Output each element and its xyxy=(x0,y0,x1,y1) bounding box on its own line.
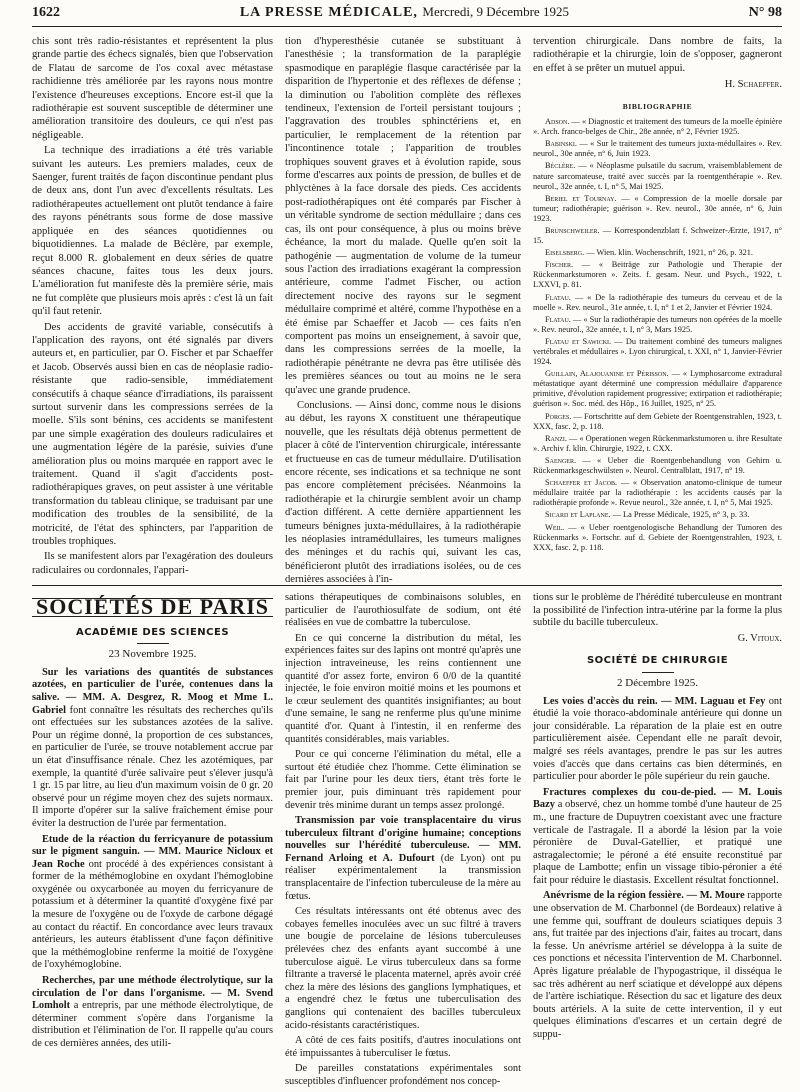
societes-column-1 xyxy=(32,592,273,1092)
bibliography-text: — Du traitement combiné des tumeurs malignes vertébrales et médullaires ». Lyon chirurgical, t. XXI, n° 1, Janvier-Février 1924. xyxy=(533,336,783,367)
report-paragraph xyxy=(533,696,782,784)
bibliography-author: Schaeffer et Jacob. xyxy=(545,478,618,488)
bibliography-text: — « Ueber die Roentgenbehandlung von Gehirn u. Rückenmarksgeschwülsten ». Neurol. Centralblatt, 1917, n° 19. xyxy=(533,455,782,476)
report-text: a observé, chez un homme tombé d'une hauteur de 25 m., une fracture de Dupuytren coexistant avec une fracture verticale de l'astragale. Il a abordé la lésion par la voie péronière de Duval-Gatellier, et pratiqué une astragalectomie; le péroné a été ensuite reconstitué par plaque de Lambotte; enfin un vissage tibio-péronier a été fait pour réduire le diastasis. Excellent résultat fonctionnel. xyxy=(533,799,782,886)
bibliography-entry xyxy=(533,194,782,224)
report-heading: Sur les variations des quantités de substances azotées, en particulier de l'urée, contenues dans la salive. — MM. A. Desgrez, R. Moog et Mme L. Gabriel xyxy=(32,666,273,716)
report-paragraph xyxy=(285,1035,521,1060)
bibliography-entry xyxy=(533,248,782,258)
bibliography-entry xyxy=(533,226,782,246)
report-heading: Les voies d'accès du rein. — MM. Laguau et Fey xyxy=(543,695,766,707)
bibliography-author: Eiselsberg. xyxy=(545,248,585,258)
bibliography-author: Brunschweiler. xyxy=(545,225,600,235)
bibliography-author: Adson. xyxy=(545,117,570,127)
bibliography-author: Saenger. xyxy=(545,455,577,465)
report-paragraph xyxy=(533,787,782,888)
bibliography-author: Flatau. xyxy=(545,292,571,302)
report-paragraph xyxy=(533,890,782,1041)
academie-date: 23 Novembre 1925. xyxy=(108,648,197,661)
report-text: a entrepris, par une méthode électrolytique, de déterminer comment s'opère dans l'organisme la distribution et l'élimination de l'or. Il rappelle qu'au cours de ces dernières années, des utili- xyxy=(32,1000,273,1049)
academie-title: ACADÉMIE DES SCIENCES xyxy=(75,626,230,638)
report-paragraph xyxy=(285,592,521,630)
bibliography-author: Flatau. xyxy=(545,314,571,324)
issue-date: Mercredi, 9 Décembre 1925 xyxy=(422,4,569,19)
bibliography-text: — Korrespondenzblatt f. Schweizer-Ærzte, 1917, n° 15. xyxy=(533,225,782,246)
report-paragraph xyxy=(32,975,273,1051)
bibliography-entry xyxy=(533,315,782,335)
report-text: A côté de ces faits positifs, d'autres inoculations ont été impuissantes à tuberculiser le fœtus. xyxy=(285,1035,521,1059)
report-text: rapporte une observation de M. Charbonnel (de Bordeaux) relative à une femme qui, souffrant de douleurs sciatiques depuis 3 ans, fut traitée par des injections d'air, faites au trocart, dans la fesse. Un anévrisme artériel se développa à la suite de ces ponctions et nécessita l'intervention de M. Charbonnel. Après ligature préalable de l'hypogastrique, il disséqua le sac très adhérent au nerf sciatique et développé aux dépens de l'artère ischiatique. Résection du sac et ligature des deux bouts artériels. A la suite de cette intervention, il y eut quelques éliminations d'escarres et un certain degré de suppu- xyxy=(533,890,782,1040)
report-text: sations thérapeutiques de combinaisons solubles, en particulier de l'aurothiosulfate de sodium, ont été réalisées en vue de combattre la tuberculose. xyxy=(285,592,521,629)
bibliography-entry xyxy=(533,523,782,553)
bibliography-entry xyxy=(533,456,782,476)
report-text: ont procédé à des expériences consistant à former de la méthémoglobine en oxydant l'hémoglobine oxygénée ou oxycarbonée au moyen du ferricyanure de potassium et à déterminer la quantité d'oxygène fixé par la mesure de l'oxygène ou de l'oxyde de carbone dégagé au contact du réactif. En concordance avec leurs travaux antérieurs, les auteurs établissent d'une façon définitive que la méthémoglobine renferme la moitié de l'oxygène de l'oxyhémoglobine. xyxy=(32,858,273,971)
bibliography-text: — « Ueber roentgenologische Behandlung der Tumoren des Rückenmarks ». Fortschr. auf d. Gebiete der Roentgenstrahlen, 1923, t. XXX, fasc. 2, p. 118. xyxy=(533,522,782,552)
report-heading: Anévrisme de la région fessière. — M. Moure xyxy=(543,890,745,902)
issue-number: N° 98 xyxy=(748,5,782,20)
report-paragraph xyxy=(285,1063,521,1088)
journal-title: LA PRESSE MÉDICALE xyxy=(239,5,414,20)
bibliography-text: — Wien. klin. Wochenschrift, 1921, n° 26, p. 321. xyxy=(584,248,754,258)
bibliography-text: — Fortschritte auf dem Gebiete der Roentgenstrahlen, 1923, t. XXX, fasc. 2, p. 118. xyxy=(533,411,782,431)
report-heading: Fractures complexes du cou-de-pied. — M. Louis Bazy xyxy=(533,786,782,811)
societes-columns xyxy=(32,592,782,1087)
bibliography-text: — « Beiträge zur Pathologie und Therapie der Rückenmarkstumoren ». Zeits. f. gesam. Neur. und Psych., 1922, t. LXXVI, p. 81. xyxy=(533,260,782,290)
bibliography-author: Beriel et Tournay. xyxy=(545,193,617,203)
bibliography-entry xyxy=(533,161,782,191)
page-number: 1622 xyxy=(32,5,60,20)
chirurgie-reports xyxy=(533,696,782,1042)
bibliography-entry xyxy=(533,293,782,313)
page-header xyxy=(32,4,782,27)
bibliography-entry xyxy=(533,260,782,290)
report-text: font connaître les résultats des recherches qu'ils ont effectuées sur les substances azotées de la salive. Pour un régime donné, la proportion de ces substances, en particulier de l'urée, se trouve notablement accrue par un état d'insuffisance rénale. Chez les azotémiques, par exemple, la quantité d'urée salivaire peut s'élever jusqu'à 1 gr. 15 par litre, au lieu d'un maximum voisin de 0 gr. 20 observé pour un régime moyen chez des sujets normaux. Il importe d'opérer sur la salive fraîchement émise pour éviter la destruction de l'urée par fermentation. xyxy=(32,704,273,829)
bibliography-text: — La Presse Médicale, 1925, n° 3, p. 33. xyxy=(610,510,750,520)
report-text: En ce qui concerne la distribution du métal, les expériences faites sur des lapins ont montré qu'après une injection intraveineuse, les reins contiennent une quantité d'or assez forte, environ 6 0/0 de la quantité injectée, le foie environ moitié moins et les poumons et le cœur seulement des quantités insignifiantes; au bout d'une semaine, le sang ne renferme plus qu'une minime quantité d'or. Quant à l'intestin, il en renferme des quantités considérables, mais variables. xyxy=(285,632,521,745)
report-paragraph xyxy=(285,749,521,812)
bibliography-entry xyxy=(533,412,782,432)
paragraph: Ils se manifestent alors par l'exagération des douleurs radiculaires ou cordonnales, l'appari- xyxy=(32,551,273,576)
journal-title-line: LA PRESSE MÉDICALE, Mercredi, 9 Décembre 1925 xyxy=(239,4,569,20)
bibliography-author: Weil. xyxy=(545,522,565,532)
bibliography-entry xyxy=(533,337,782,367)
bibliography-entry xyxy=(533,369,782,409)
bibliography-text: — « Operationen wegen Rückenmarkstumoren u. ihre Resultate ». Archiv f. klin. Chirurgie, 1922, t. CXX. xyxy=(533,433,782,453)
article-column-2 xyxy=(285,35,521,589)
bibliography-text: — « Lymphosarcome extradural métastatique ayant déterminé une compression médullaire d'apparence primitive, d'évolution rapidement progressive; extirpation et radiothérapie; guérison ». Soc. méd. des Hôp., 16 Juillet, 1925, n° 25. xyxy=(533,369,783,409)
bibliography-entry xyxy=(533,139,782,159)
bibliography-text: — « Compression de la moelle dorsale par tumeur; radiothérapie; guérison ». Rev. neurol., 30e année, n° 6, Juin 1923. xyxy=(533,193,782,223)
bibliography-title: BIBLIOGRAPHIE xyxy=(622,101,693,111)
bibliography-author: Babinski. xyxy=(545,139,577,149)
report-text: Pour ce qui concerne l'élimination du métal, elle a surtout été étudiée chez l'homme. Cette élimination se fait par l'urine pour les deux tiers, étant très forte le premier jour, puis diminuant très rapidement pour devenir très minime durant un temps assez prolongé. xyxy=(285,749,521,811)
report-author: G. Vitoux. xyxy=(737,632,782,644)
paragraph: Des accidents de gravité variable, consécutifs à l'application des rayons, ont été signalés par divers auteurs et, en particulier, par O. Fischer et par Schaeffer et Jacob. Observés aussi bien en cas de néoplasie radio-résistante que radio-sensible, immédiatement consécutifs à chaque séance d'irradiations, ils paraissent surtout survenir dans les compressions serrées de la moelle. S'ils sont bénins, ces accidents se manifestent par une simple exagération des douleurs radiculaires et une augmentation légère de la parésie, suivies d'une amélioration plus ou moins marquée en rapport avec le traitement. Quand il s'agit d'accidents post-radiothérapiques graves, on peut assister à une véritable transformation du tableau clinique, se traduisant par une modification des troubles de la sensibilité, de la motricité, de l'état des sphincters, par l'apparition de troubles trophiques. xyxy=(32,321,273,548)
report-text: (de Lyon) ont pu réaliser expérimentalement la transmission transplacentaire de l'infection tuberculeuse de la mère au fœtus. xyxy=(285,852,521,902)
report-heading: Etude de la réaction du ferricyanure de potassium sur le pigment sanguin. — MM. Maurice Nicloux et Jean Roche xyxy=(32,833,273,870)
bibliography-author: Béclère. xyxy=(545,161,576,171)
paragraph: La technique des irradiations a été très variable suivant les auteurs. Les premiers malades, ceux de Saenger, furent traités de façon discontinue pendant plus de deux ans, dont l'un avec d'excellents résultats. Les radiothérapeutes actuellement ont plutôt tendance à faire des rayons pénétrants sous forme de dose massive appliquée en des séances quotidiennes ou biquotidiennes. La malade de Béclère, par exemple, reçut 8.000 R. globalement en deux séries de quatre séances chacune, faites tous les deux jours. L'amélioration fut manifeste dès la première série, mais ne fut complète que plusieurs mois après : c'est là un fait qu'il faut retenir. xyxy=(32,145,273,318)
report-paragraph xyxy=(285,906,521,1032)
report-paragraph xyxy=(32,667,273,831)
bibliography-text: — « Observation anatomo-clinique de tumeur médullaire traitée par la radiothérapie : les accidents causés par la radiothérapie profonde ». Revue neurol., 32e année, t. I, n° 5, Mai 1925. xyxy=(533,478,782,508)
article-column-1 xyxy=(32,35,273,589)
report-text: De pareilles constatations expérimentales sont susceptibles d'influencer profondément nos concep- xyxy=(285,1063,521,1087)
chirurgie-title: SOCIÉTÉ DE CHIRURGIE xyxy=(586,655,729,667)
report-paragraph xyxy=(32,834,273,973)
chirurgie-date: 2 Décembre 1925. xyxy=(617,676,698,689)
bibliography-text: — « Diagnostic et traitement des tumeurs de la moelle épinière ». Arch. franco-belges de Chir., 28e année, n° 2, Février 1925. xyxy=(533,117,782,137)
bibliography-entry xyxy=(533,117,782,137)
bibliography-entry xyxy=(533,478,782,508)
article-conclusion-end: tervention chirurgicale. Dans nombre de faits, la radiothérapie et la chirurgie, loin de s'opposer, gagneront en effet à se prêter un mutuel appui. xyxy=(533,36,782,74)
report-conclusion-end: tions sur le problème de l'hérédité tuberculeuse en montrant la possibilité de l'infection intra-utérine par la forme la plus subtile du bacille tuberculeux. xyxy=(533,592,782,629)
paragraph: Conclusions. — Ainsi donc, comme nous le disions au début, les rayons X constituent une thérapeutique nouvelle, que les résultats déjà obtenus permettent de placer à côté de l'intervention chirurgicale, intéressante et fructueuse en cas de tumeur médullaire. D'utilisation encore récente, ses indications et sa technique ne sont pas encore complètement précisées. Néanmoins la radiothérapie et la chirurgie semblent avoir un champ d'action différent. A cette dernière appartiennent les tumeurs bénignes juxta-médullaires, à la radiothérapie les néoplasies intramédullaires, les tumeurs malignes des méninges et du rachis qui, suivant les cas, bénéficieront plutôt des irradiations isolées, ou de ces dernières associées à l'in- xyxy=(285,399,521,586)
bibliography-author: Sicard et Laplane. xyxy=(545,510,611,520)
report-text: ont étudié la voie thoraco-abdominale antérieure qui donne un jour considérable. La réparation de la plaie est en outre particulièrement aisée. Cependant elle ne paraît devoir, malgré ses réels avantages, prendre le pas sur les autres voies d'accès que dans certains cas bien déterminés, en particulier pour aborder le pôle supérieur du rein gauche. xyxy=(533,695,782,783)
report-text: Ces résultats intéressants ont été obtenus avec des cobayes femelles inoculées avec un suc filtré à travers une bougie de porcelaine de lésions tuberculeuses prélevées chez des enfants ayant succombé à une tuberculose aiguë. Le virus tuberculeux dans sa forme filtrante a traversé le placenta maternel, après avoir créé chez la mère des lésions des ganglions lymphatiques, et a engendré chez le fœtus une tuberculisation des ganglions qui contenaient des bacilles tuberculeux acido-résistants caractéristiques. xyxy=(285,906,521,1031)
report-paragraph xyxy=(285,815,521,903)
bibliography-author: Fischer. xyxy=(545,260,574,270)
societes-title: SOCIÉTÉS DE PARIS xyxy=(32,598,273,617)
bibliography-author: Ranzi. xyxy=(545,433,567,443)
title-rule xyxy=(137,643,169,644)
bibliography-author: Porges. xyxy=(545,411,572,421)
academie-reports xyxy=(32,667,273,1051)
bibliography-text: — « De la radiothérapie des tumeurs du cerveau et de la moelle ». Rev. neurol., 31e année, t. I, n° 1 et 2, Janvier et Février 1924. xyxy=(533,292,782,312)
societes-column-3 xyxy=(533,592,782,1092)
bibliography-author: Guillain, Alajouanine et Périsson. xyxy=(545,369,669,379)
article-columns xyxy=(32,35,783,586)
bibliography-author: Flatau et Sawicki. xyxy=(545,336,612,346)
bibliography-list xyxy=(533,117,782,555)
report-heading: Recherches, par une méthode électrolytique, sur la circulation de l'or dans l'organisme. — M. Svend Lomholt xyxy=(32,975,273,1012)
paragraph: chis sont très radio-résistantes et représentent la plus grande partie des échecs signalés, bien que l'observation de Flatau de sarcome de l'os coxal avec métastase rachidienne très améliorée par les rayons nous montre l'existence d'heureuses exceptions. Encore est-il que la radiothérapie est souvent susceptible de déterminer une amélioration transitoire des douleurs, ce qui n'est pas négligeable. xyxy=(32,36,273,141)
societes-column-2 xyxy=(285,592,521,1092)
bibliography-entry xyxy=(533,434,782,454)
paragraph: tion d'hyperesthésie cutanée se substituant à l'anesthésie ; la transformation de la paraplégie spasmodique en paraplégie flasque caractérisée par la disparition de l'hypertonie et des réflexes de défense ; la diminution ou l'abolition complète des réflexes tendineux, l'extension de l'orteil persistant toujours ; l'aggravation des troubles sphinctériens et, en particulier, le remplacement de la rétention par l'incontinence totale ; l'apparition de troubles trophiques souvent graves et à évolution rapide, sous forme d'escarres aux points de pression, de bulles et de phlyctènes à la face dorsale des pieds. Ces accidents post-radiothérapiques ont été comparés par Fischer à un véritable syndrome de section médullaire ; dans ces cas, ils ont pour conséquence, à plus ou moins brève échéance, la mort du malade. Quelle qu'en soit la pathogénie — augmentation de volume de la tumeur sous l'action des irradiations exagérant la compression antérieure, comme l'admet Fischer, ou action directement nocive des rayons sur le segment médullaire comprimé et altéré, comme l'hypothèse en a été émise par Schaeffer et Jacob — ces faits n'en comportent pas moins un enseignement, à savoir que, dans les compressions serrées de la moelle, la radiothérapie pénétrante ne devra pas être utilisée dès les premières séances ou tout au moins ne le sera qu'avec une grande prudence. xyxy=(285,36,521,396)
bibliography-text: — « Sur la radiothérapie des tumeurs non opérées de la moelle ». Rev. neurol., 32e année, t. I, n° 3, Mars 1925. xyxy=(533,314,782,334)
article-author: H. Schaeffer. xyxy=(724,79,782,91)
bibliography-text: — « Sur le traitement des tumeurs juxta-médullaires ». Rev. neurol., 30e année, n° 6, Juin 1923. xyxy=(533,139,782,159)
report-paragraph xyxy=(285,633,521,746)
report-heading: Transmission par voie transplacentaire du virus tuberculeux filtrant d'origine humaine; conceptions nouvelles sur l'hérédité tuberculeuse. — MM. Fernand Arloing et A. Dufourt xyxy=(285,815,521,864)
bibliography-text: — « Néoplasme pulsatile du sacrum, vraisemblablement de nature sarcomateuse, traité avec succès par la roentgenthérapie ». Rev. neurol., 32e année, t. I, n° 5, Mai 1925. xyxy=(533,161,782,191)
article-column-3 xyxy=(533,35,782,589)
bibliography-entry xyxy=(533,510,782,520)
title-rule xyxy=(642,672,674,673)
